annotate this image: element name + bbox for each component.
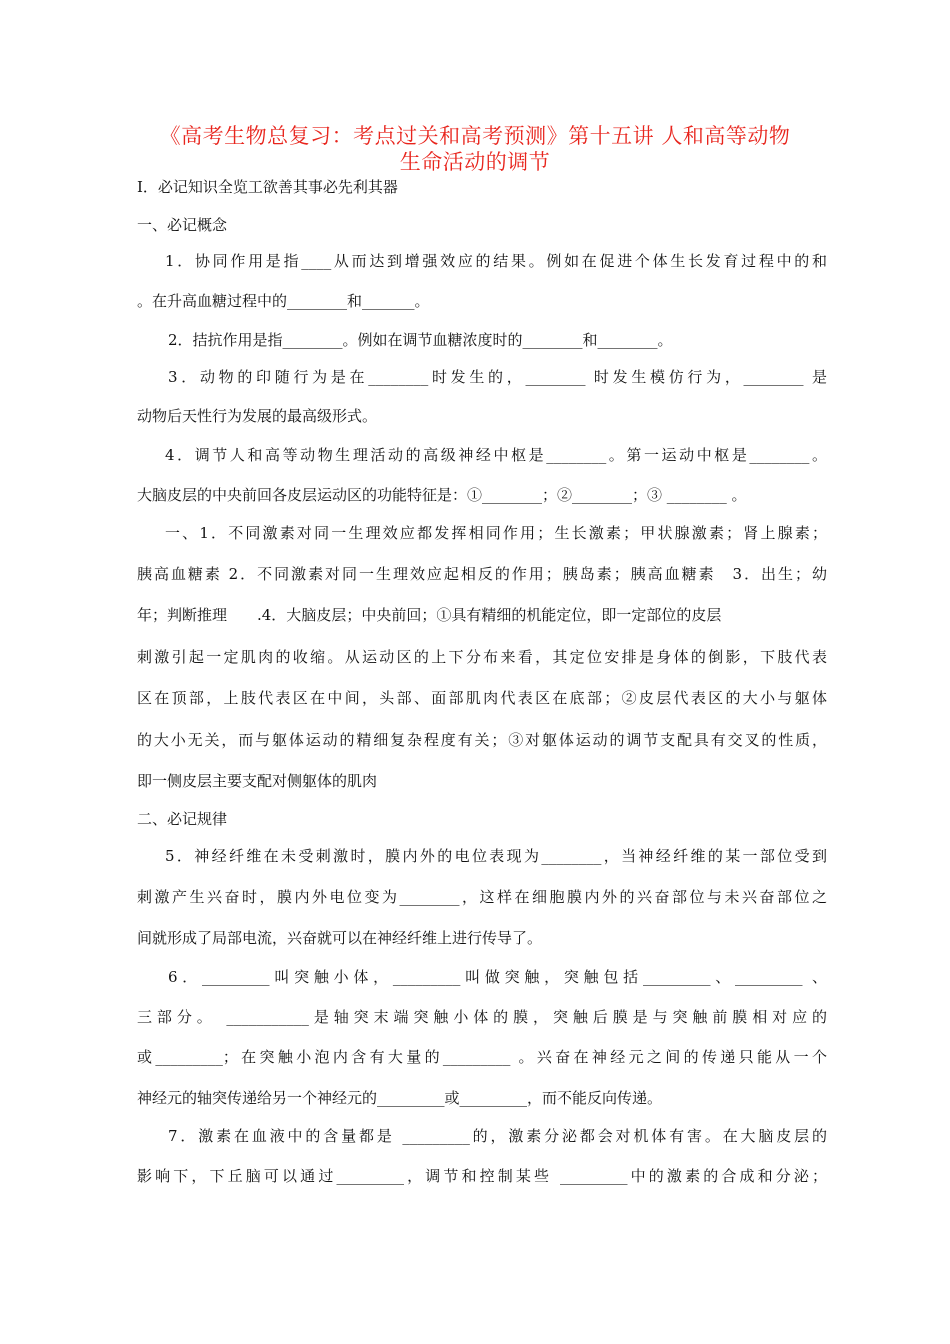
section-2-heading: 二、必记规律	[137, 810, 228, 828]
answer-1-line-4: 刺激引起一定肌肉的收缩。从运动区的上下分布来看，其定位安排是身体的倒影，下肢代表	[137, 648, 827, 666]
document-title-line-1: 《高考生物总复习：考点过关和高考预测》第十五讲 人和高等动物	[159, 124, 791, 148]
question-1-line-2: 。在升高血糖过程中的________和_______。	[137, 292, 430, 310]
section-1-heading: 一、必记概念	[137, 216, 228, 234]
question-6-line-4: 神经元的轴突传递给另一个神经元的_________或_________，而不能反向传递。	[137, 1089, 663, 1107]
question-5-line-1: 5．神经纤维在未受刺激时，膜内外的电位表现为________，当神经纤维的某一部位受到	[165, 847, 827, 865]
section-header: I．必记知识全览工欲善其事必先利其器	[137, 178, 398, 196]
answer-1-line-6: 的大小无关，而与躯体运动的精细复杂程度有关；③对躯体运动的调节支配具有交叉的性质，	[137, 731, 827, 749]
question-4-line-1: 4．调节人和高等动物生理活动的高级神经中枢是________。第一运动中枢是________。	[165, 446, 827, 464]
document-title-line-2: 生命活动的调节	[399, 150, 551, 174]
answer-1-line-5: 区在顶部，上肢代表区在中间，头部、面部肌肉代表区在底部；②皮层代表区的大小与躯体	[137, 689, 827, 707]
question-2-line-1: 2．拮抗作用是指________。例如在调节血糖浓度时的________和________。	[168, 331, 673, 349]
question-5-line-3: 间就形成了局部电流，兴奋就可以在神经纤维上进行传导了。	[137, 929, 543, 947]
question-4-line-2: 大脑皮层的中央前回各皮层运动区的功能特征是：①________；②________；③ ________ 。	[137, 486, 747, 504]
question-7-line-2: 影响下，下丘脑可以通过_________，调节和控制某些 _________中的激素的合成和分泌；	[137, 1167, 827, 1185]
answer-1-line-3: 年；判断推理 .4．大脑皮层；中央前回；①具有精细的机能定位，即一定部位的皮层	[137, 606, 722, 624]
answer-1-line-1: 一、1．不同激素对同一生理效应都发挥相同作用；生长激素；甲状腺激素；肾上腺素；	[165, 524, 827, 542]
answer-1-line-2: 胰高血糖素 2．不同激素对同一生理效应起相反的作用；胰岛素；胰高血糖素 3．出生；幼	[137, 565, 827, 583]
question-6-line-1: 6．_________叫突触小体，_________叫做突触，突触包括_________、_________ 、	[168, 968, 827, 986]
question-7-line-1: 7．激素在血液中的含量都是 _________的，激素分泌都会对机体有害。在大脑皮层的	[168, 1127, 827, 1145]
answer-1-line-7: 即一侧皮层主要支配对侧躯体的肌肉	[137, 772, 378, 790]
question-5-line-2: 刺激产生兴奋时，膜内外电位变为________，这样在细胞膜内外的兴奋部位与未兴奋部位之	[137, 888, 827, 906]
question-3-line-2: 动物后天性行为发展的最高级形式。	[137, 407, 378, 425]
question-6-line-3: 或_________；在突触小泡内含有大量的_________ 。兴奋在神经元之间的传递只能从一个	[137, 1048, 827, 1066]
question-3-line-1: 3．动物的印随行为是在________时发生的，________ 时发生模仿行为，________ 是	[168, 368, 827, 386]
question-1-line-1: 1．协同作用是指____从而达到增强效应的结果。例如在促进个体生长发育过程中的和	[165, 252, 827, 270]
question-6-line-2: 三部分。 ___________是轴突末端突触小体的膜，突触后膜是与突触前膜相对应的	[137, 1008, 827, 1026]
